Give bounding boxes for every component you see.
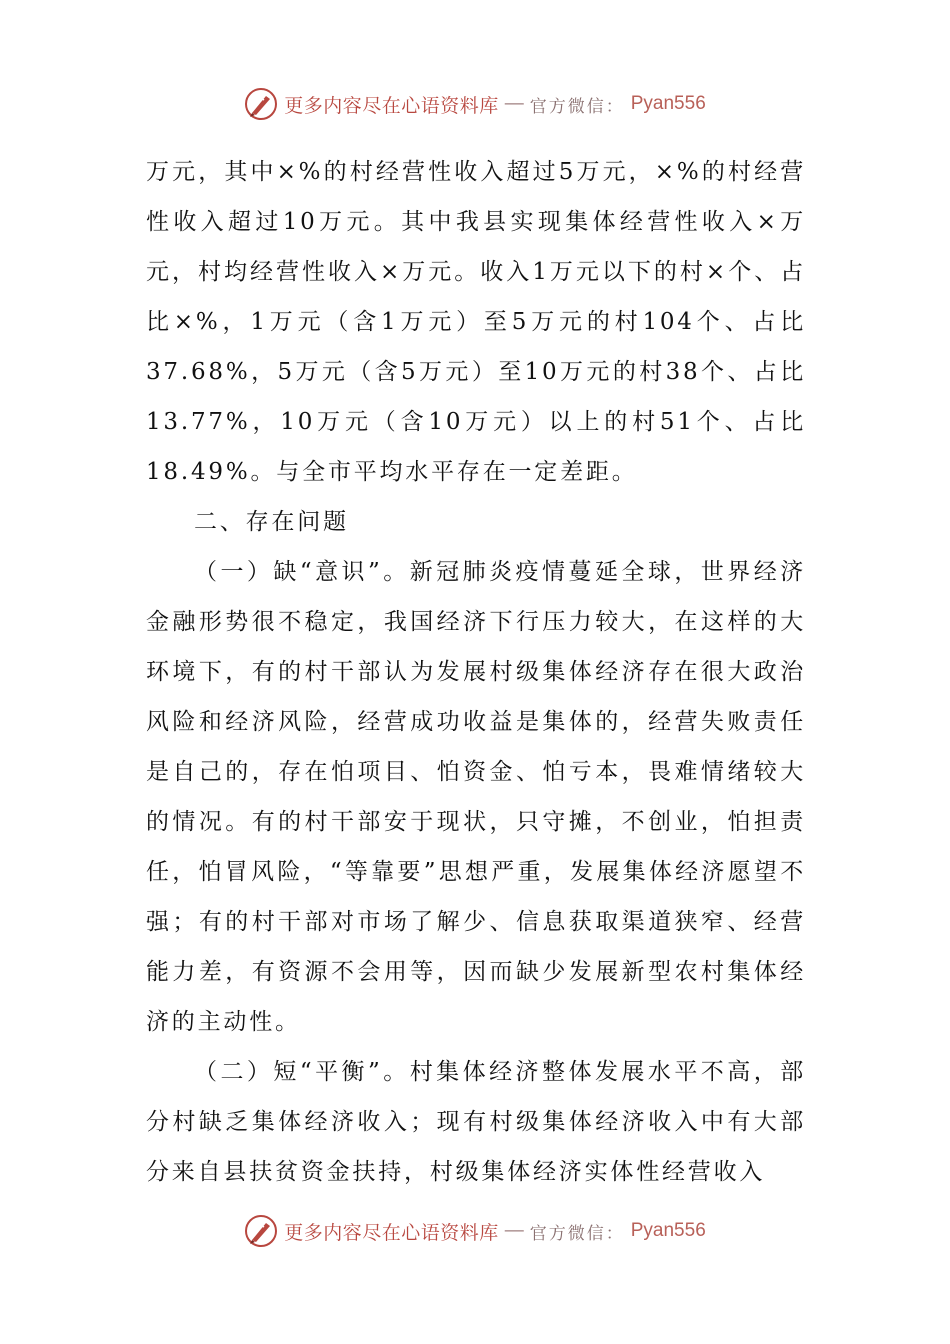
- header-watermark: [0, 84, 950, 124]
- pen-logo-icon: [244, 1214, 278, 1248]
- document-body: [146, 147, 806, 1197]
- pen-logo-icon: [244, 87, 278, 121]
- watermark-brand: 更多内容尽在心语资料库: [284, 1221, 499, 1244]
- paragraph-2: （一）缺“意识”。新冠肺炎疫情蔓延全球，世界经济金融形势很不稳定，我国经济下行压力较大，在这样的大环境下，有的村干部认为发展村级集体经济存在很大政治风险和经济风险，经营成功收益是集体的，经营失败责任是自己的，存在怕项目、怕资金、怕亏本，畏难情绪较大的情况。有的村干部安于现状，只守摊，不创业，怕担责任，怕冒风险，“等靠要”思想严重，发展集体经济愿望不强；有的村干部对市场了解少、信息获取渠道狭窄、经营能力差，有资源不会用等，因而缺少发展新型农村集体经济的主动性。: [146, 559, 806, 1035]
- footer-watermark: [0, 1211, 950, 1251]
- watermark-label: 官方微信：: [529, 96, 625, 117]
- watermark-dash: —: [504, 1220, 524, 1241]
- watermark-brand: 更多内容尽在心语资料库: [284, 94, 499, 117]
- section-heading: 二、存在问题: [194, 509, 349, 535]
- watermark-label: 官方微信：: [529, 1223, 625, 1244]
- paragraph-3: （二）短“平衡”。村集体经济整体发展水平不高，部分村缺乏集体经济收入；现有村级集体经济收入中有大部分来自县扶贫资金扶持，村级集体经济实体性经营收入: [146, 1059, 806, 1185]
- watermark-account: Pyan556: [630, 93, 706, 114]
- watermark-account: Pyan556: [630, 1220, 706, 1241]
- watermark-dash: —: [504, 93, 524, 114]
- paragraph-1: 万元，其中×%的村经营性收入超过5万元，×%的村经营性收入超过10万元。其中我县实现集体经营性收入×万元，村均经营性收入×万元。收入1万元以下的村×个、占比×%，1万元（含1万元）至5万元的村104个、占比37.68%，5万元（含5万元）至10万元的村38个、占比13.77%，10万元（含10万元）以上的村51个、占比18.49%。与全市平均水平存在一定差距。: [146, 159, 806, 485]
